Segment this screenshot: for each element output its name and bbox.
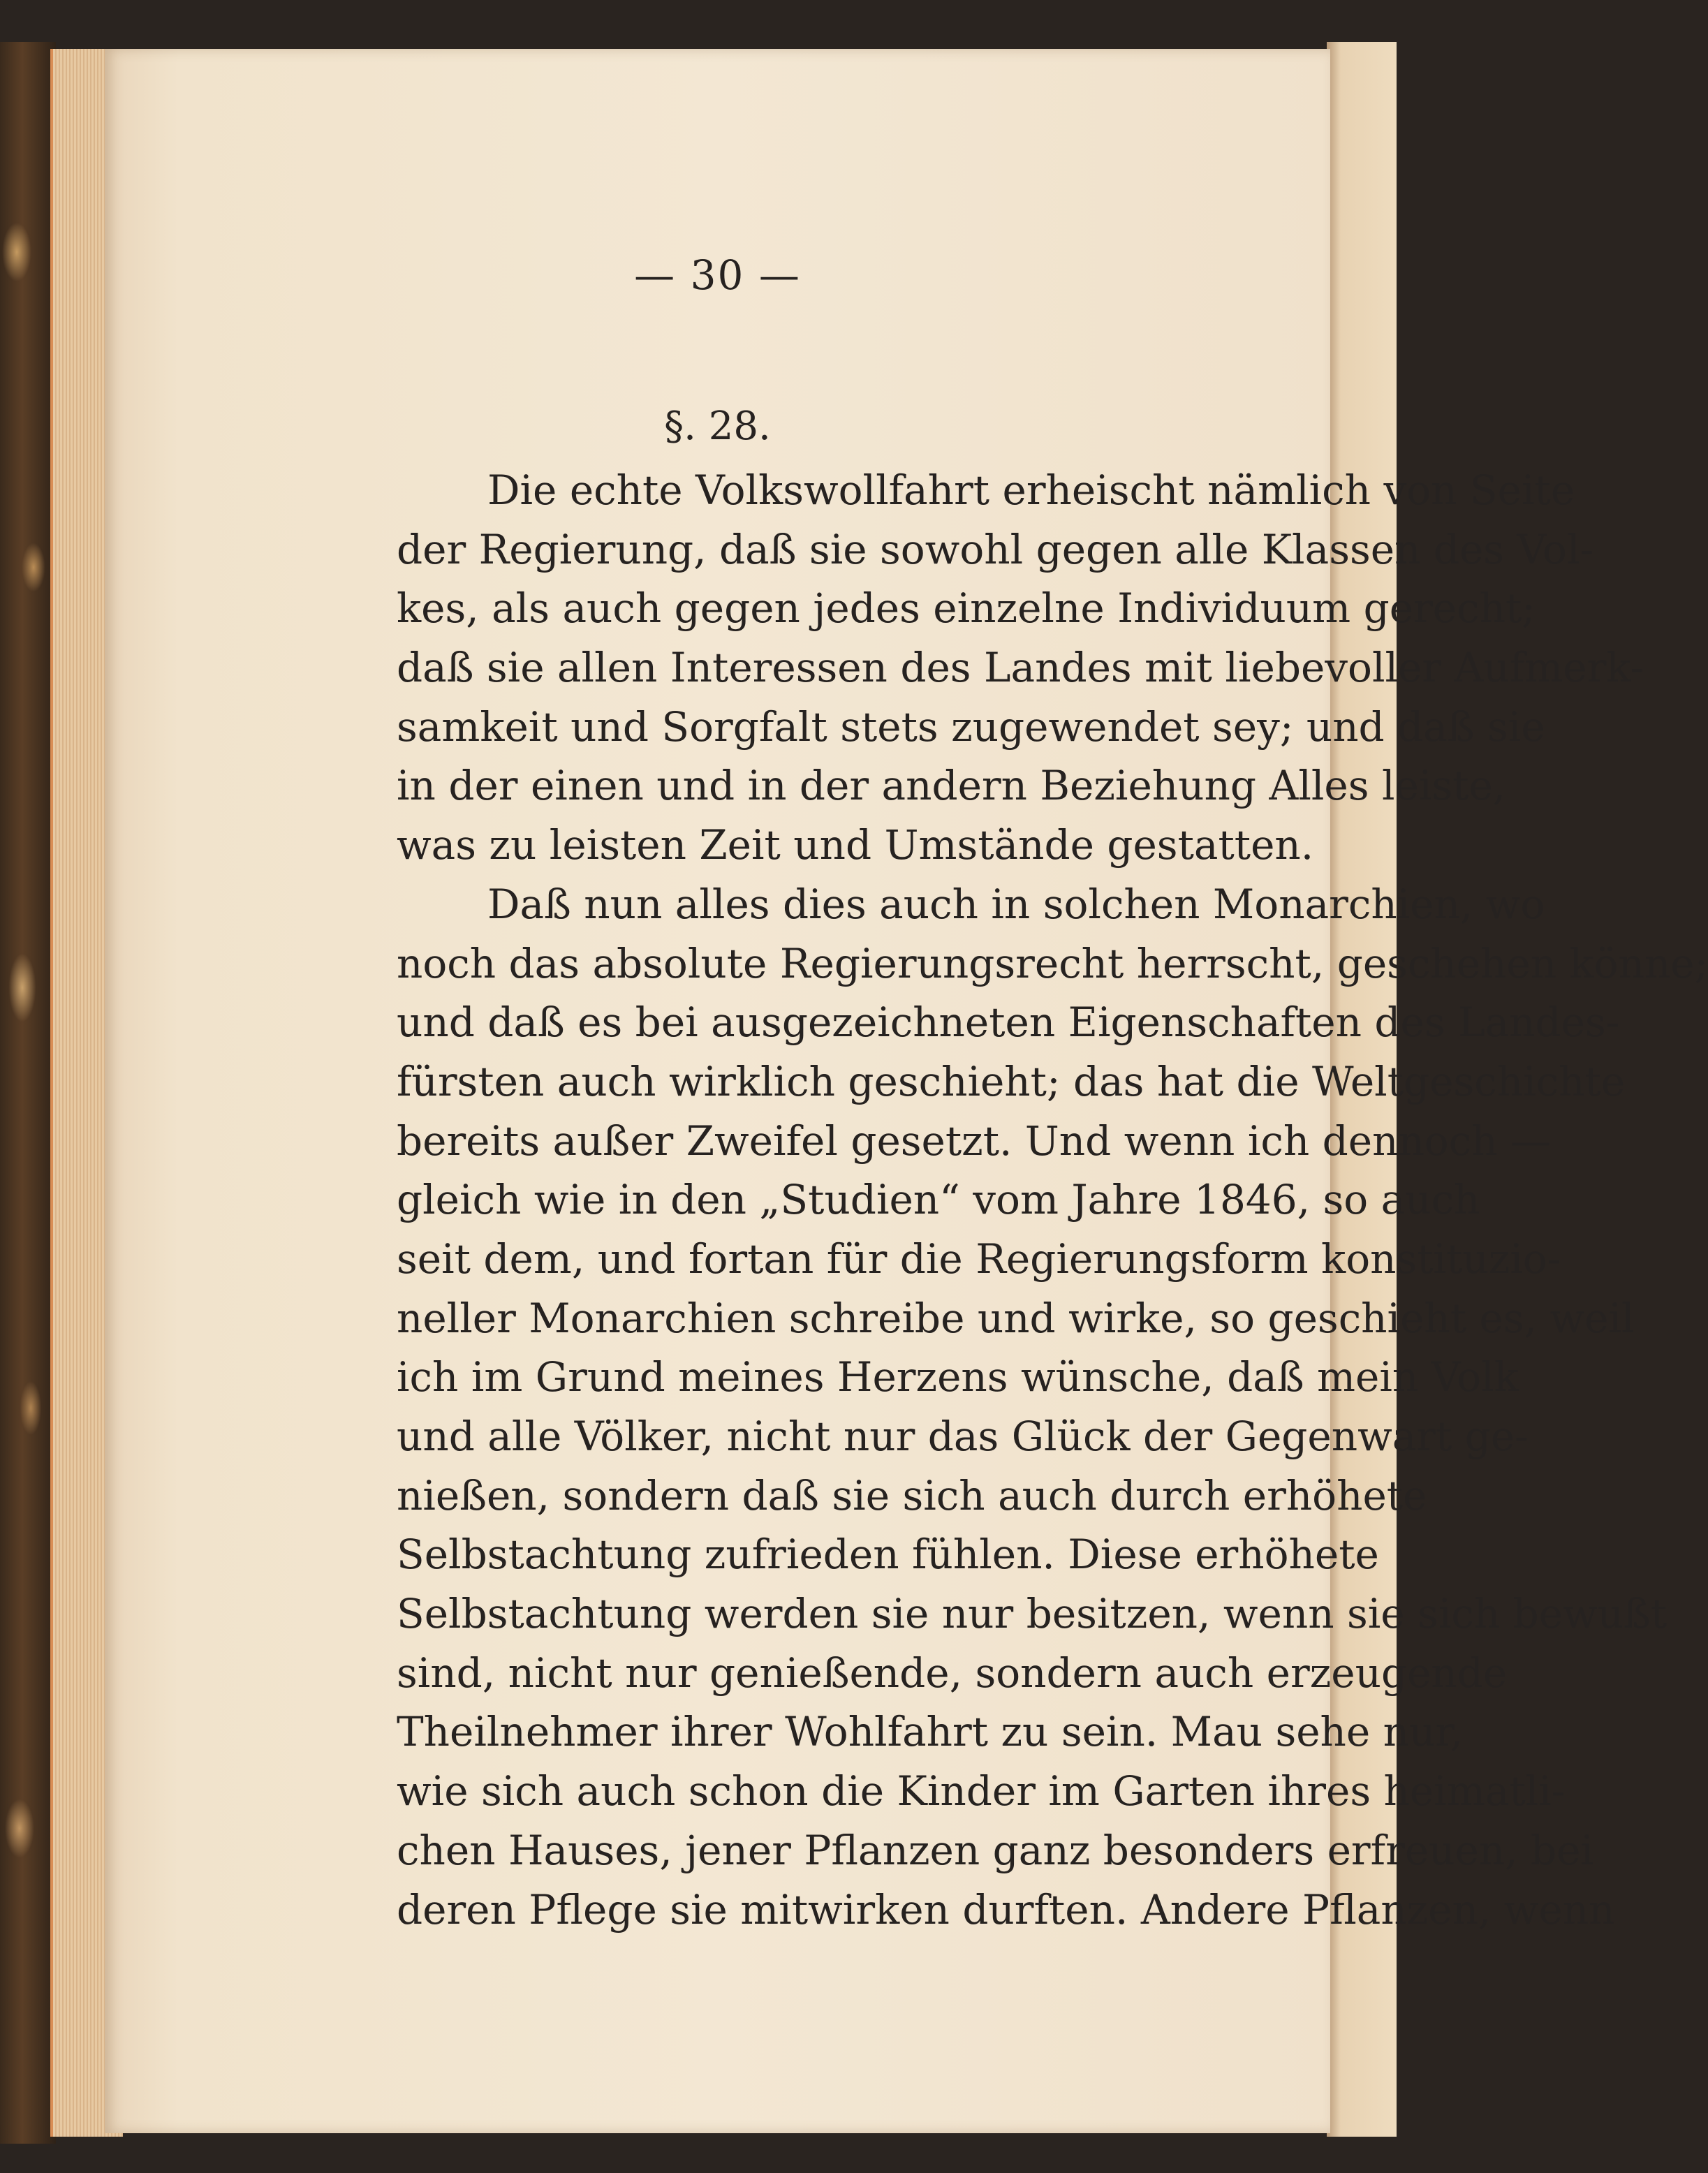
text-line: der Regierung, daß sie sowohl gegen alle Klassen des Vol- [397,525,1594,573]
text-line: gleich wie in den „Studien“ vom Jahre 1846, so auch [397,1176,1480,1224]
text-line: was zu leisten Zeit und Umstände gestatten. [397,821,1314,869]
text-line: chen Hauses, jener Pflanzen ganz besonders erfreuen, bei [397,1826,1594,1874]
text-line: Selbstachtung werden sie nur besitzen, wenn sie sich bewußt [397,1590,1667,1638]
text-line: Theilnehmer ihrer Wohlfahrt zu sein. Mau sehe nur, [397,1708,1464,1756]
text-line: bereits außer Zweifel gesetzt. Und wenn ich dennoch — [397,1117,1551,1165]
text-line: sind, nicht nur genießende, sondern auch erzeugende [397,1649,1508,1697]
text-line: Selbstachtung zufrieden fühlen. Diese erhöhete [397,1531,1379,1579]
section-heading: §. 28. [664,404,771,449]
text-line: noch das absolute Regierungsrecht herrscht, geschehen könne; [397,939,1708,987]
text-line: wie sich auch schon die Kinder im Garten ihres heimatli- [397,1767,1566,1815]
text-line: Die echte Volkswollfahrt erheischt nämlich von Seite [487,466,1575,514]
text-line: neller Monarchien schreibe und wirke, so geschieht es, weil [397,1294,1635,1342]
text-line: Daß nun alles dies auch in solchen Monarchien, wo [487,880,1545,928]
text-line: in der einen und in der andern Beziehung Alles leiste, [397,762,1506,810]
book-cover-edge [0,42,56,2144]
text-line: seit dem, und fortan für die Regierungsform konstituzio- [397,1235,1561,1283]
page-number: — 30 — [634,251,801,299]
text-line: kes, als auch gegen jedes einzelne Individuum gerecht; [397,584,1536,633]
text-line: daß sie allen Interessen des Landes mit liebevoller Aufmerk- [397,644,1644,692]
text-line: und daß es bei ausgezeichneten Eigenschaften des Landes- [397,999,1620,1047]
text-line: deren Pflege sie mitwirken durften. Andere Pflanzen, wenn [397,1885,1615,1933]
text-line: nießen, sondern daß sie sich auch durch erhöhete [397,1471,1427,1519]
text-line: ich im Grund meines Herzens wünsche, daß mein Volk [397,1353,1519,1401]
text-line: und alle Völker, nicht nur das Glück der Gegenwart ge- [397,1413,1529,1460]
body-text [397,461,1708,1939]
text-line: fürsten auch wirklich geschieht; das hat die Weltgeschichte [397,1057,1626,1105]
text-line: samkeit und Sorgfalt stets zugewendet sey; und daß sie [397,702,1545,751]
book-page [105,49,1708,2133]
